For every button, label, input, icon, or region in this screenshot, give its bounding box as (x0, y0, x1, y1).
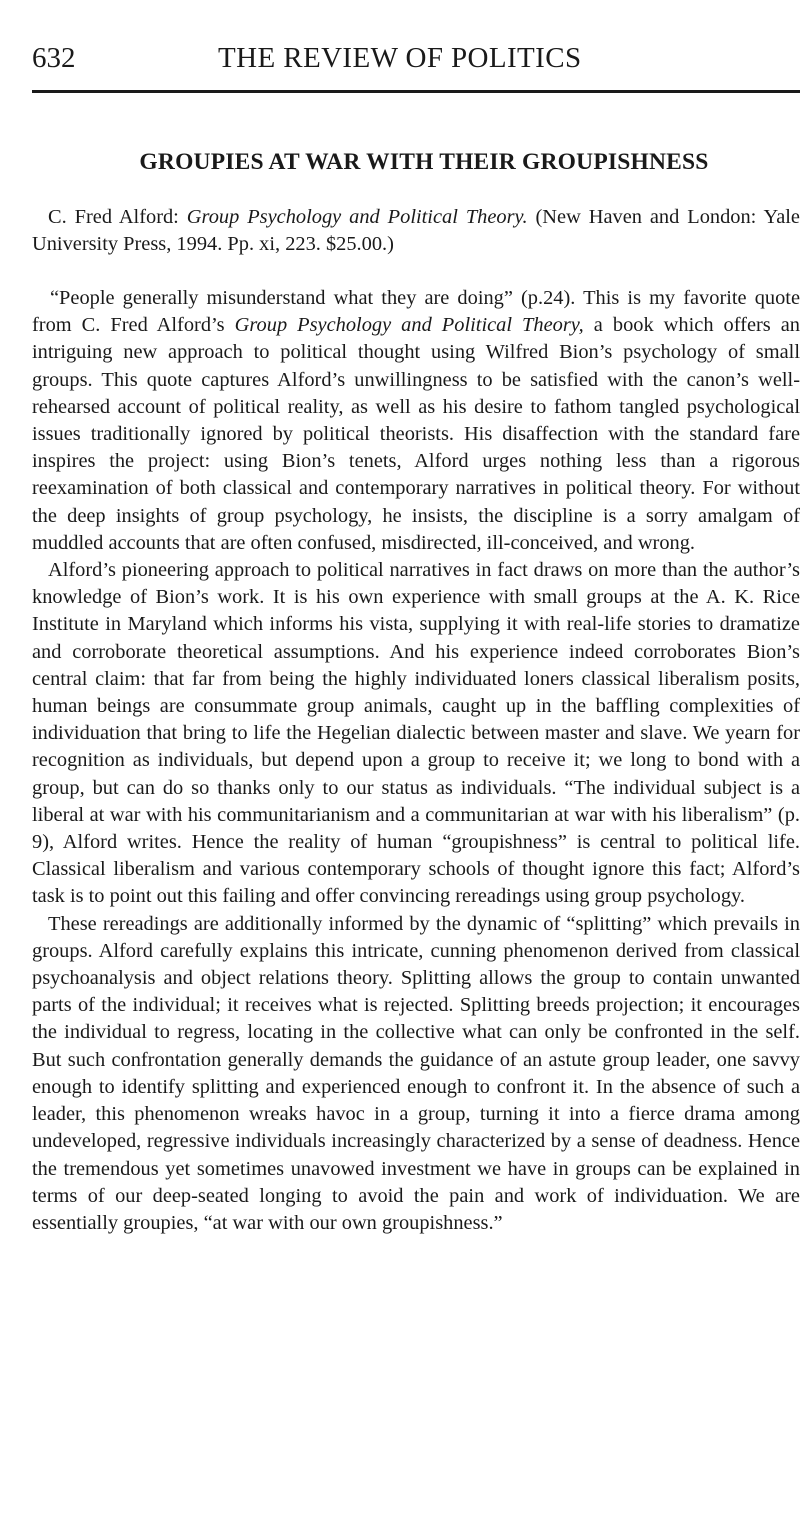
article-body (32, 285, 800, 1237)
body-paragraph-2: Alford’s pioneering approach to political narratives in fact draws on more than the author’s knowledge of Bion’s work. It is his own experience with small groups at the A. K. Rice Institute in Maryland which informs his vista, supplying it with real-life stories to dramatize and corroborate theoretical assumptions. And his experience indeed corroborates Bion’s central claim: that far from being the highly individuated loners classical liberalism posits, human beings are consummate group animals, caught up in the baffling complexities of individuation that bring to life the Hegelian dialectic between master and slave. We yearn for recognition as individuals, but depend upon a group to receive it; we long to bond with a group, but can do so thanks only to our status as individuals. “The individual subject is a liberal at war with his communitarianism and a communitarian at war with his liberalism” (p. 9), Alford writes. Hence the reality of human “groupishness” is central to political life. Classical liberalism and various contemporary schools of thought ignore this fact; Alford’s task is to point out this failing and offer convincing rereadings using group psychology. (32, 559, 800, 908)
book-citation (32, 204, 800, 258)
paragraph-1-text-a: “People generally misunderstand what they are doing” (p.24). This is my favorite quote from C. Fred Alford’s (32, 287, 800, 337)
body-paragraph-3: These rereadings are additionally informed by the dynamic of “splitting” which prevails in groups. Alford carefully explains this intricate, cunning phenomenon derived from classical psychoanalysis and object relations theory. Splitting allows the group to contain unwanted parts of the individual; it receives what is rejected. Splitting breeds projection; it encourages the individual to regress, locating in the collective what can only be confronted in the self. But such confrontation generally demands the guidance of an astute group leader, one savvy enough to identify splitting and experienced enough to confront it. In the absence of such a leader, this phenomenon wreaks havoc in a group, turning it into a fierce drama among undeveloped, regressive individuals increasingly characterized by a sense of deadness. Hence the tremendous yet sometimes unavowed investment we have in groups can be explained in terms of our deep-seated longing to avoid the pain and work of individuation. We are essentially groupies, “at war with our own groupishness.” (32, 912, 800, 1234)
paragraph-1-italic-title: Group Psychology and Political Theory, (234, 314, 584, 337)
citation-book-title: Group Psychology and Political Theory. (186, 206, 528, 228)
journal-title: THE REVIEW OF POLITICS (218, 42, 582, 74)
article-title: GROUPIES AT WAR WITH THEIR GROUPISHNESS (139, 149, 709, 175)
paragraph-1-text-b: a book which offers an intriguing new approach to political thought using Wilfred Bion’s psychology of small groups. This quote captures Alford’s unwillingness to be satisfied with the canon’s well-rehearsed account of political reality, as well as his desire to fathom tangled psychological issues traditionally ignored by political theorists. His disaffection with the standard fare inspires the project: using Bion’s tenets, Alford urges nothing less than a rigorous reexamination of both classical and contemporary narratives in political theory. For without the deep insights of group psychology, he insists, the discipline is a sorry amalgam of muddled accounts that are often confused, misdirected, ill-conceived, and wrong. (32, 314, 800, 554)
running-header (32, 40, 800, 93)
citation-publication: (New Haven and London: Yale University Press, 1994. Pp. xi, 223. $25.00.) (32, 206, 800, 255)
citation-author: C. Fred Alford: (48, 206, 179, 228)
body-paragraph-1 (32, 285, 800, 557)
page-number: 632 (32, 42, 76, 74)
journal-page (32, 40, 800, 1237)
